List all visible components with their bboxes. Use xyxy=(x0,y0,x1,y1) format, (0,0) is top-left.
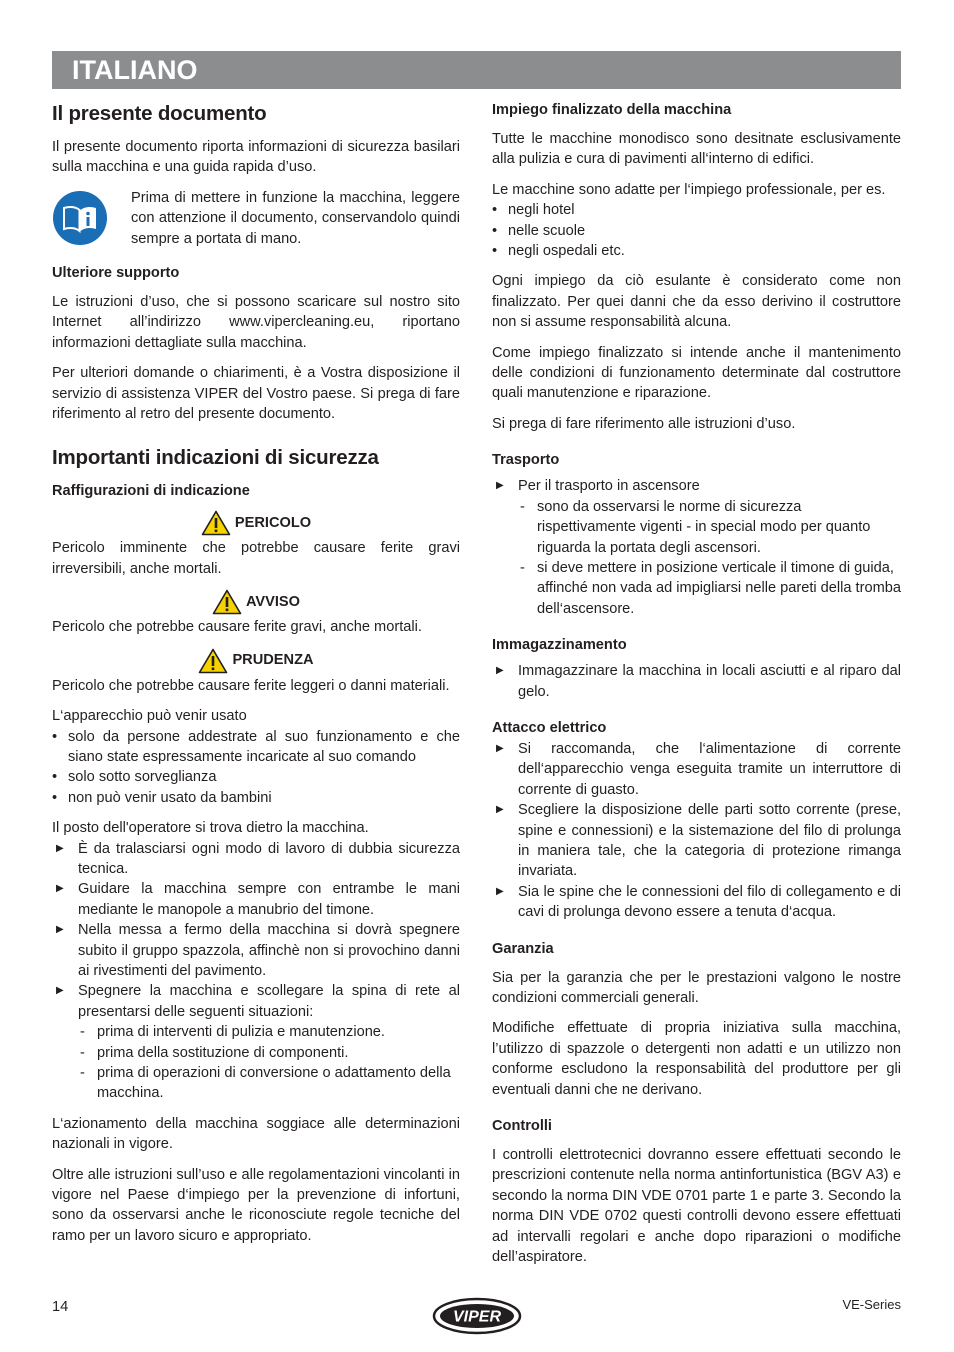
read-manual-icon xyxy=(52,190,108,246)
list-item: • solo da persone addestrate al suo funzionamento e che siano state espressamente incaricate al suo comando xyxy=(52,727,460,768)
list-item: ▶ Guidare la macchina sempre con entrambe le mani mediante le manopole a manubrio del timone. xyxy=(56,881,460,918)
list-item: ▶ Spegnere la macchina e scollegare la spina di rete al presentarsi delle seguenti situazioni: - prima di interventi di pulizia e manutenzione. - prima della sostituzione di componenti. - prima di operazioni di conversione o adattamento della macchina. xyxy=(52,981,460,1103)
warning-triangle-icon xyxy=(212,589,242,615)
heading-safety: Importanti indicazioni di sicurezza xyxy=(52,446,379,470)
arrow-right-icon: ▶ xyxy=(56,883,64,895)
warning-triangle-icon xyxy=(201,510,231,536)
heading-warranty: Garanzia xyxy=(492,940,554,957)
paragraph-rules: Oltre alle istruzioni sull’uso e alle regolamentazioni vincolanti in vigore nel Paese d‘impiego per la prevenzione di infortuni, sono da osservarsi anche le riconosciute regole tecniche del ramo per un lavoro sicuro e appropriato. xyxy=(52,1166,460,1244)
warning-heading xyxy=(52,589,460,615)
paragraph-intended-1: Tutte le macchine monodisco sono desitnate esclusivamente alla pulizia e cura di pavimenti all‘interno di edifici. xyxy=(492,131,901,168)
list-item: ▶ Si raccomanda, che l‘alimentazione di corrente dell‘apparecchio venga eseguita tramite un interruttore di corrente di guasto. xyxy=(496,740,901,798)
warning-label: AVVISO xyxy=(245,594,301,611)
heading-transport: Trasporto xyxy=(492,452,560,469)
arrow-right-icon: ▶ xyxy=(56,985,64,997)
warning-text: Pericolo che potrebbe causare ferite gravi, anche mortali. xyxy=(52,619,422,636)
arrow-right-icon: ▶ xyxy=(56,924,64,936)
list-item: ▶ Nella messa a fermo della macchina si dovrà spegnere subito il gruppo spazzola, affinchè non si provochino danni ai rivestimenti del pavimento. xyxy=(56,922,460,979)
arrow-right-icon: ▶ xyxy=(496,665,504,677)
use-list xyxy=(52,727,460,809)
heading-electric: Attacco elettrico xyxy=(492,719,607,736)
paragraph-support-2: Per ulteriori domande o chiarimenti, è a Vostra disposizione il servizio di assistenza VIPER del Vostro paese. Si prega di fare riferimento al retro del presente documento. xyxy=(52,365,460,423)
arrow-right-icon: ▶ xyxy=(56,842,64,854)
transport-sublist xyxy=(518,497,901,619)
use-intro: L‘apparecchio può venir usato xyxy=(52,708,247,725)
viper-logo xyxy=(432,1297,522,1335)
list-item: • nelle scuole xyxy=(492,221,901,241)
arrow-right-icon: ▶ xyxy=(496,480,504,492)
right-column xyxy=(492,100,901,1277)
list-item: ▶ Sia le spine che le connessioni del filo di collegamento e di cavi di prolunga devono essere a tenuta d‘acqua. xyxy=(496,883,901,921)
info-notice xyxy=(52,188,460,249)
transport-list xyxy=(492,476,901,619)
arrow-right-icon: ▶ xyxy=(496,885,504,897)
arrow-right-icon: ▶ xyxy=(496,742,504,754)
paragraph-document: Il presente documento riporta informazioni di sicurezza basilari sulla macchina e una guida rapida d’uso. xyxy=(52,139,460,176)
paragraph-support-1: Le istruzioni d’uso, che si possono scaricare sul nostro sito Internet all’indirizzo www.vipercleaning.eu, riportano informazioni dettagliate sulla macchina. xyxy=(52,294,460,351)
heading-intended-use: Impiego finalizzato della macchina xyxy=(492,102,732,118)
electric-list xyxy=(492,739,901,923)
paragraph-intended-2: Le macchine sono adatte per l‘impiego professionale, per es. xyxy=(492,181,886,198)
warning-triangle-icon xyxy=(198,648,228,674)
paragraph-intended-5: Si prega di fare riferimento alle istruzioni d’uso. xyxy=(492,415,796,432)
page-number: 14 xyxy=(52,1299,69,1315)
paragraph-intended-3: Ogni impiego da ciò esulante è considerato come non finalizzato. Per quei danni che da esso derivino il costruttore non si assume responsabilità alcuna. xyxy=(492,273,901,331)
operator-list xyxy=(52,839,460,1104)
operator-intro: Il posto dell'operatore si trova dietro la macchina. xyxy=(52,820,369,837)
heading-symbols: Raffigurazioni di indicazione xyxy=(52,483,250,500)
sublist-item: - si deve mettere in posizione verticale il timone di guida, affinché non vada ad impigliarsi nelle pareti della tromba dell‘ascensore. xyxy=(520,559,901,617)
danger-heading xyxy=(52,510,460,536)
list-item: ▶ È da tralasciarsi ogni modo di lavoro di dubbia sicurezza tecnica. xyxy=(56,840,460,877)
list-item: ▶ Scegliere la disposizione delle parti sotto corrente (prese, spine e connessioni) e la sistemazione del filo di prolunga in maniera tale, che la categoria di protezione rimanga invariata. xyxy=(496,802,901,880)
heading-support: Ulteriore supporto xyxy=(52,265,180,282)
sublist-item: - prima della sostituzione di componenti. xyxy=(80,1044,349,1061)
heading-document: Il presente documento xyxy=(52,102,267,125)
list-item: ▶ Per il trasporto in ascensore - sono da osservarsi le norme di sicurezza rispettivamente vigenti - in special modo per quanto riguarda la portata degli ascensori. - si deve mettere in posizione verticale il timone di guida, affinché non vada ad impigliarsi nelle pareti della tromba dell‘ascensore. xyxy=(492,476,901,619)
sublist-item: - prima di interventi di pulizia e manutenzione. xyxy=(80,1024,385,1041)
caution-heading xyxy=(52,648,460,674)
series-label: VE-Series xyxy=(842,1297,901,1312)
paragraph-checks: I controlli elettrotecnici dovranno essere effettuati secondo le prescrizioni contenute nella norma antinfortunistica (BGV A3) e secondo la norma DIN VDE 0701 parte 1 e parte 3. Secondo la norma DIN VDE 0702 questi controlli devono essere effettuati ad intervalli regolari e anche dopo riparazioni o modifiche dell’aspiratore. xyxy=(492,1147,901,1266)
danger-text: Pericolo imminente che potrebbe causare ferite gravi irreversibili, anche mortali. xyxy=(52,540,460,577)
list-item: • negli ospedali etc. xyxy=(492,241,901,261)
sublist-item: - prima di operazioni di conversione o adattamento della macchina. xyxy=(80,1065,451,1102)
list-item: • solo sotto sorveglianza xyxy=(52,767,460,787)
intended-list xyxy=(492,200,901,261)
paragraph-intended-4: Come impiego finalizzato si intende anche il mantenimento delle condizioni di funzionamento determinate dal costruttore quali manutenzione e riparazione. xyxy=(492,344,901,402)
arrow-right-icon: ▶ xyxy=(496,804,504,816)
banner-title: ITALIANO xyxy=(72,55,198,85)
paragraph-warranty-2: Modifiche effettuate di propria iniziativa sulla macchina, l’utilizzo di spazzole o detergenti non adatti e un utilizzo non conforme escludono la responsabilità del produttore per gli eventuali danni che ne derivano. xyxy=(492,1020,901,1098)
paragraph-read-before-use: Prima di mettere in funzione la macchina, leggere con attenzione il documento, conservandolo quindi sempre a portata di mano. xyxy=(131,189,460,247)
paragraph-warranty-1: Sia per la garanzia che per le prestazioni valgono le nostre condizioni commerciali generali. xyxy=(492,969,901,1006)
sublist-item: - sono da osservarsi le norme di sicurezza rispettivamente vigenti - in special modo per quanto riguarda la portata degli ascensori. xyxy=(520,498,871,556)
heading-checks: Controlli xyxy=(492,1118,552,1135)
operator-sublist xyxy=(78,1022,460,1104)
heading-storage: Immagazzinamento xyxy=(492,637,627,654)
danger-label: PERICOLO xyxy=(234,515,312,532)
logo-text: VIPER xyxy=(452,1308,502,1326)
caution-label: PRUDENZA xyxy=(232,652,314,669)
language-banner xyxy=(52,51,901,89)
list-item: • non può venir usato da bambini xyxy=(52,788,460,808)
left-column xyxy=(52,96,460,1256)
list-item: ▶ Immagazzinare la macchina in locali asciutti e al riparo dal gelo. xyxy=(496,663,901,700)
paragraph-national: L‘azionamento della macchina soggiace alle determinazioni nazionali in vigore. xyxy=(52,1115,460,1153)
caution-text: Pericolo che potrebbe causare ferite leggeri o danni materiali. xyxy=(52,677,450,694)
storage-list xyxy=(492,661,901,702)
list-item: • negli hotel xyxy=(492,200,901,220)
